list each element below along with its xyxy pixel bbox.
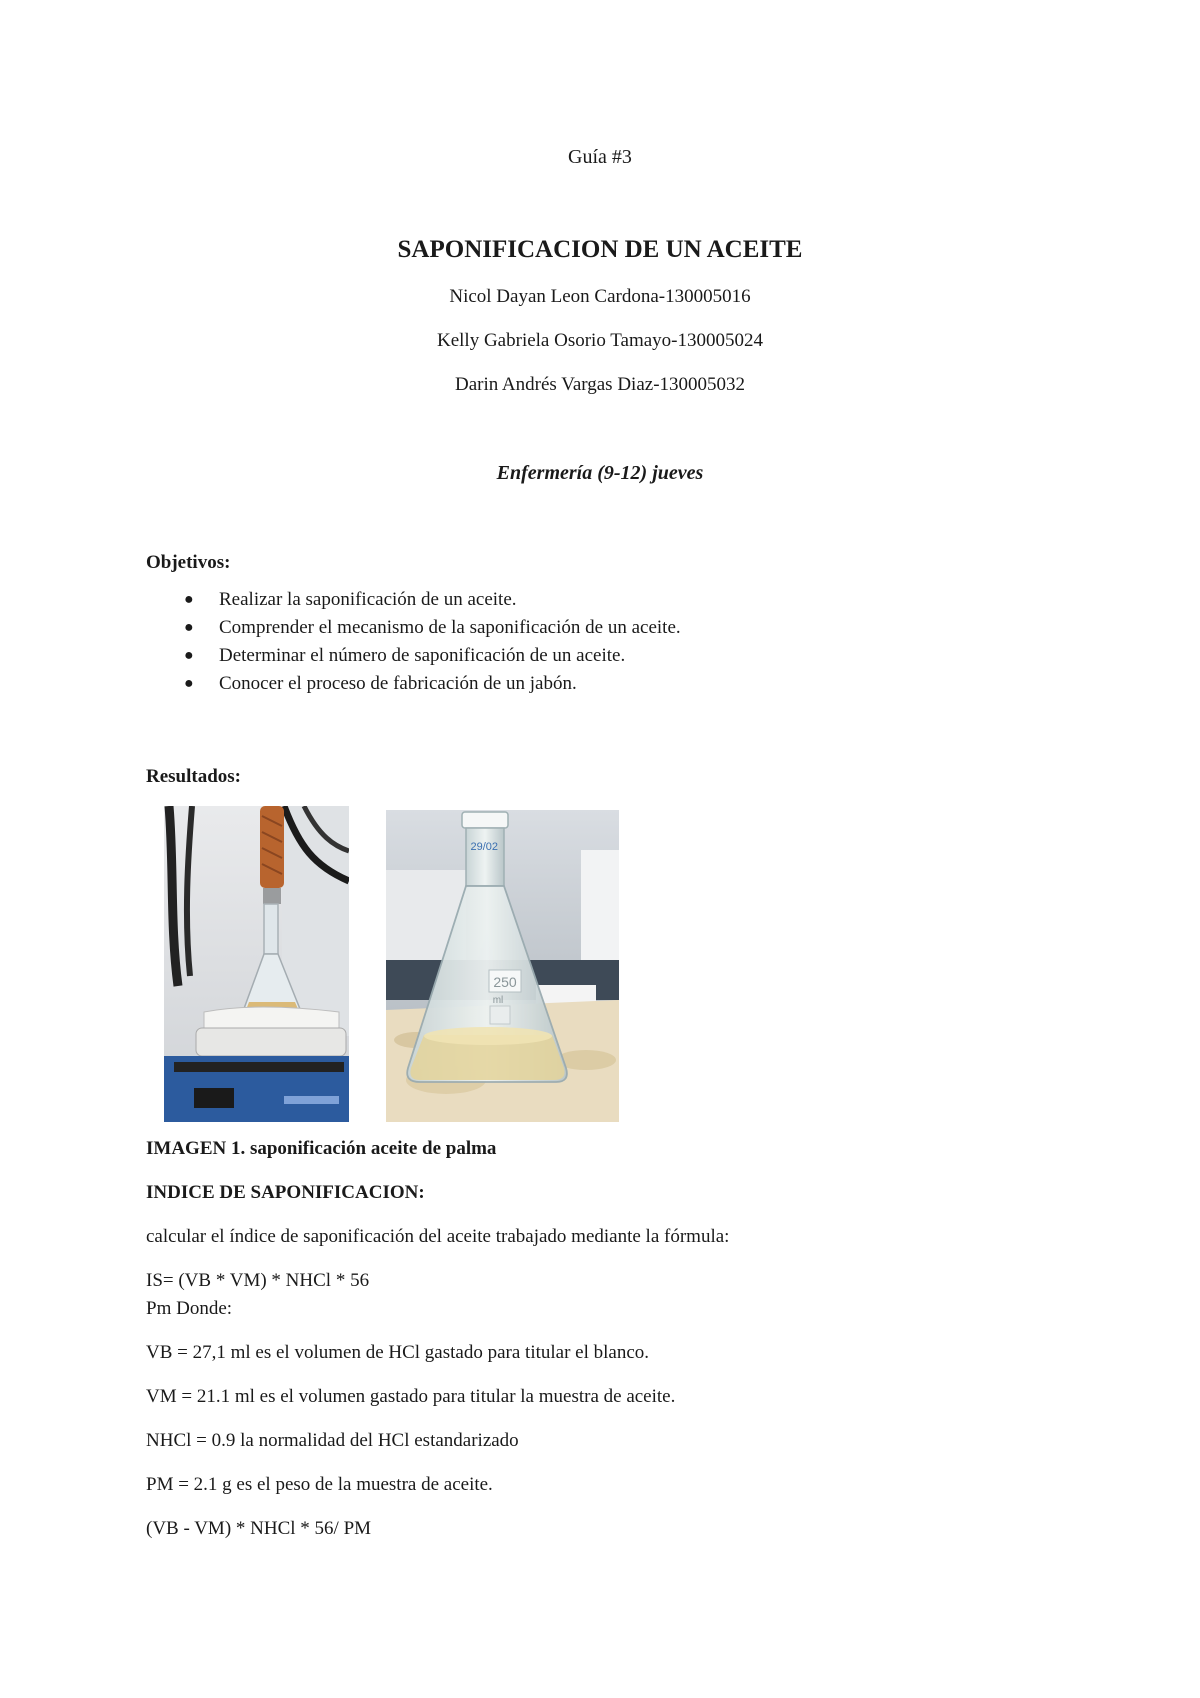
- course-line: Enfermería (9-12) jueves: [496, 462, 704, 484]
- image-caption: IMAGEN 1. saponificación aceite de palma: [146, 1138, 497, 1159]
- flask-volume-label: 250: [493, 974, 517, 990]
- erlenmeyer-illustration: [386, 810, 619, 1122]
- bullet-icon: ●: [184, 619, 194, 636]
- formula-line: IS= (VB * VM) * NHCl * 56: [146, 1270, 370, 1291]
- photo-hotplate-flask: [164, 806, 349, 1122]
- hotplate-flask-illustration: [164, 806, 349, 1122]
- calculation-line: (VB - VM) * NHCl * 56/ PM: [146, 1518, 372, 1539]
- results-heading: Resultados:: [146, 766, 242, 787]
- photo-erlenmeyer-flask: [386, 810, 619, 1122]
- author-3: Darin Andrés Vargas Diaz-130005032: [454, 374, 746, 395]
- flask-unit-label: ml: [492, 995, 504, 1006]
- author-2: Kelly Gabriela Osorio Tamayo-130005024: [437, 330, 763, 351]
- saponification-index-heading: INDICE DE SAPONIFICACION:: [146, 1182, 425, 1203]
- vm-definition: VM = 21.1 ml es el volumen gastado para titular la muestra de aceite.: [146, 1386, 676, 1407]
- where-line: Pm Donde:: [146, 1298, 233, 1319]
- guide-number: Guía #3: [568, 146, 632, 168]
- author-1: Nicol Dayan Leon Cardona-130005016: [449, 286, 751, 307]
- bullet-icon: ●: [184, 647, 194, 664]
- pm-definition: PM = 2.1 g es el peso de la muestra de aceite.: [146, 1474, 493, 1495]
- bullet-icon: ●: [184, 591, 194, 608]
- bullet-icon: ●: [184, 675, 194, 692]
- list-item: ● Realizar la saponificación de un aceite.: [184, 589, 517, 610]
- index-intro: calcular el índice de saponificación del aceite trabajado mediante la fórmula:: [146, 1226, 730, 1247]
- list-item: ● Determinar el número de saponificación de un aceite.: [184, 645, 626, 666]
- list-item: ● Conocer el proceso de fabricación de un jabón.: [184, 673, 577, 694]
- vb-definition: VB = 27,1 ml es el volumen de HCl gastado para titular el blanco.: [146, 1342, 650, 1363]
- objectives-list: [146, 589, 681, 701]
- list-item: ● Comprender el mecanismo de la saponificación de un aceite.: [184, 617, 681, 638]
- objectives-heading: Objetivos:: [146, 552, 231, 573]
- document-title: SAPONIFICACION DE UN ACEITE: [397, 236, 803, 263]
- nhcl-definition: NHCl = 0.9 la normalidad del HCl estandarizado: [146, 1430, 519, 1451]
- flask-tag: 29/02: [470, 841, 498, 853]
